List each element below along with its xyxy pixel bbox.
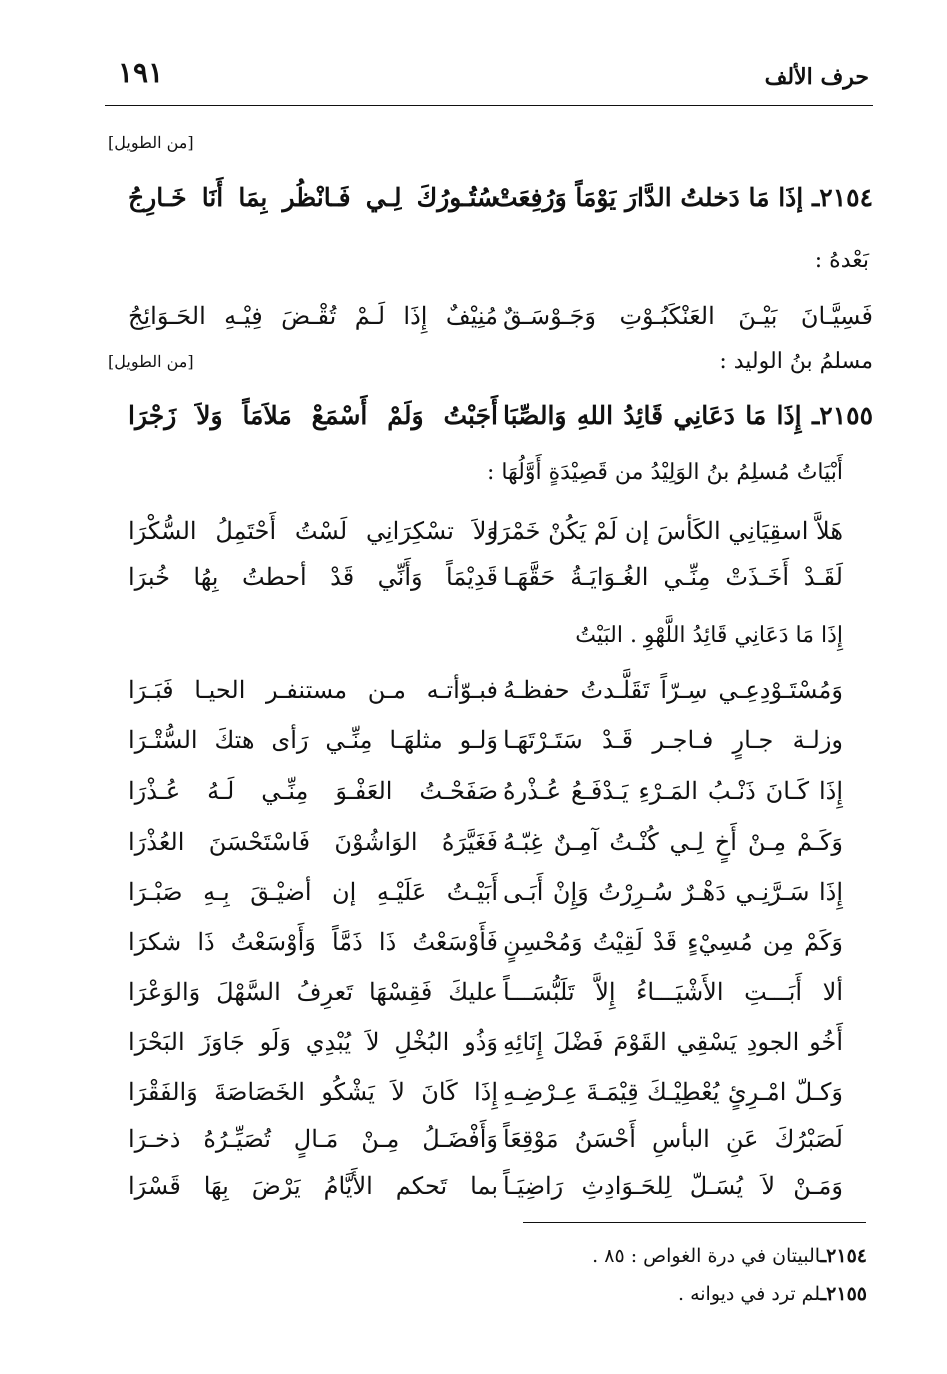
- verse-line-second: إِذَا كَانَ لاَ يَشْكُو الخَصَاصَةَ وَالفَقْرَا: [128, 1078, 498, 1106]
- running-head: حرف الألف: [764, 64, 869, 90]
- intro-text: أَبْيَاتُ مُسلِمُ بنُ الوَلِيْدُ من قَصِيْدَةٍ أَوَّلُهَا :: [486, 460, 843, 485]
- verse-line-second: عليكَ فَقِسْهَا تَعرِفُ السَّهْلَ وَالوَعْرَا: [128, 978, 498, 1006]
- verse-line-first: وزلـة جـارٍ فـاجـر قَـدْ سَتَـرْتَهَـا: [503, 726, 843, 754]
- verse-2154b-first-hemistich: فَسِيَّـانَ بَيْـنَ العَنْكَبُـوْتِ وَجَـوْسَـقٌ: [503, 302, 873, 330]
- verse-line-first: وَكَمْ مِن مُسِيْءٍ قَدْ لَقِيْتُ وَمُحْسِنٍ: [503, 928, 843, 956]
- verse-line-first: إِذَا كَـانَ ذَنْـبُ المَـرْءِ يَـدْفَـعُ عُـذْرهُ: [503, 777, 843, 805]
- verse-2154b-second-hemistich: مُنِيْفٌ إِذَا لَـمْ تُقْـضَ فِيْـهِ الحَـوَائِجُ: [128, 302, 498, 330]
- intro-verse-1-second: وَلاَ تسْكِرَانِي لَسْتُ أَحْتَمِلُ السُّكْرَا: [128, 517, 498, 545]
- footnote-number: ٢١٥٥ـ: [820, 1283, 867, 1305]
- header-divider: [105, 105, 873, 106]
- page-number: ١٩١: [118, 56, 164, 89]
- verse-2154-second-hemistich: سُتُـورُكَ لِـي فَـانْظُر بِمَا أَنَا خَـارِجُ: [128, 183, 498, 212]
- verse-2154-first-hemistich: [493, 178, 873, 218]
- verse-line-first: إِذَا سَـرَّنِـي دَهْـرٌ سُـرِرْتُ وَإِنْ أَبَـى: [503, 878, 843, 906]
- hemistich-text: إذَا مَا دَخلتُ الدَّارَ يَوْمَاً وَرُفِعَتْ: [493, 183, 804, 212]
- verse-number: ٢١٥٥ـ: [811, 401, 873, 430]
- footnote-text: لم ترد في ديوانه .: [677, 1283, 821, 1305]
- refrain-text: إِذَا مَا دَعَانِي قَائِدُ اللَّهْوِ . البَيْتُ: [575, 623, 843, 648]
- verse-line-second: فَغَيَّرَهُ الوَاشُوْنَ فَاسْتَحْسَنَ العُذْرَا: [128, 828, 498, 856]
- verse-line-second: فَأَوْسَعْتُ ذَا ذَمَّاً وَأَوْسَعْتُ ذَا شكرَا: [128, 928, 498, 956]
- prose-after: بَعْدهُ :: [814, 248, 869, 273]
- poet-name: مسلمُ بنُ الوليد :: [719, 349, 873, 374]
- verse-line-first: ألا أَبَـــتِ الأَشْيَـــاءُ إِلاَّ تَلَبُّسَـــاً: [503, 978, 843, 1006]
- verse-2155-second-hemistich: أَجَبْتُ وَلَمْ أَسْمَعْ مَلاَمَاً وَلاَ زَجْرَا: [128, 401, 498, 430]
- hemistich-text: إِذَا مَا دَعَانِي قَائِدُ اللهِ وَالصِّبَا: [503, 401, 802, 430]
- verse-line-second: فبـوّأتـه مـن مستنفـر الحيـا فَبَـرَا: [128, 676, 498, 704]
- footnote-number: ٢١٥٤ـ: [820, 1245, 867, 1267]
- verse-2155-first-hemistich: [503, 396, 873, 436]
- meter-label: [من الطويل]: [108, 352, 194, 371]
- verse-line-second: وَلـو مثلهَـا مِنِّـي رَأى هتكَ السُّتْـرَا: [128, 726, 498, 754]
- verse-line-first: أَخُو الجودِ يَسْقِي القَوْمَ فَضْلَ إِنَائِهِ: [503, 1028, 843, 1056]
- intro-verse-2-second: قَدِيْمَاً وَأَنِّي قَدْ أحطتُ بِهُا خُبرَا: [128, 563, 498, 591]
- footnote-divider: [523, 1222, 866, 1223]
- verse-line-second: أَبَيْـتُ عَلَيْـهِ إن أضيْـقَ بِـهِ صَبْـرَا: [128, 878, 498, 906]
- intro-verse-2-first: لَقَـدْ أَخَـذَتْ مِنِّـي الغُـوَايَـةُ حَقَّهَـا: [503, 563, 843, 591]
- meter-label: [من الطويل]: [108, 133, 194, 152]
- footnote-2154: [592, 1245, 867, 1267]
- verse-line-first: وَكـلّ امْـرِئٍ يُعْطِيْـكَ قِيْمَـةَ عِـرْضِـهِ: [503, 1078, 843, 1106]
- verse-line-first: وَكَـمْ مِـنْ أَخٍ لِـي كُنْـتُ آمِـنٌ غِبّـهُ: [503, 828, 843, 856]
- verse-line-first: وَمَـنْ لاَ يُسَـلّ لِلحَـوَادِثِ رَاضِيَـاً: [503, 1172, 843, 1200]
- verse-number: ٢١٥٤ـ: [811, 183, 873, 212]
- footnote-2155: [678, 1283, 867, 1305]
- verse-line-first: لَصَبْرُكَ عَنِ البأسِ أَحْسَنُ مَوْقِعَاً: [503, 1125, 843, 1153]
- verse-line-first: وَمُسْتَـوْدِعِـي سِـرّاً تَقَلَّـدتُ حفظـهُ: [503, 676, 843, 704]
- verse-line-second: بما تَحكم الأَيَّامُ يَرْضَ بِهَا قَسْرَا: [128, 1172, 498, 1200]
- intro-verse-1-first: هَلاَّ اسقِيَانِي الكَأسَ إن لَمْ يَكُنْ خَمْرَا: [491, 517, 843, 545]
- verse-line-second: وَأَفْضَـلُ مِـنْ مَـالٍ تُصَيِّـرُهُ ذخـرَا: [128, 1125, 498, 1153]
- footnote-text: البيتان في درة الغواص : ٨٥ .: [592, 1245, 821, 1267]
- verse-line-second: وَذُو البُخْلِ لاَ يُبْدِي وَلَو جَاوَزَ البَحْرَا: [128, 1028, 498, 1056]
- verse-line-second: صَفَحْـتُ العَفْـوَ مِنِّـي لَـهُ عُـذْرَا: [128, 777, 498, 805]
